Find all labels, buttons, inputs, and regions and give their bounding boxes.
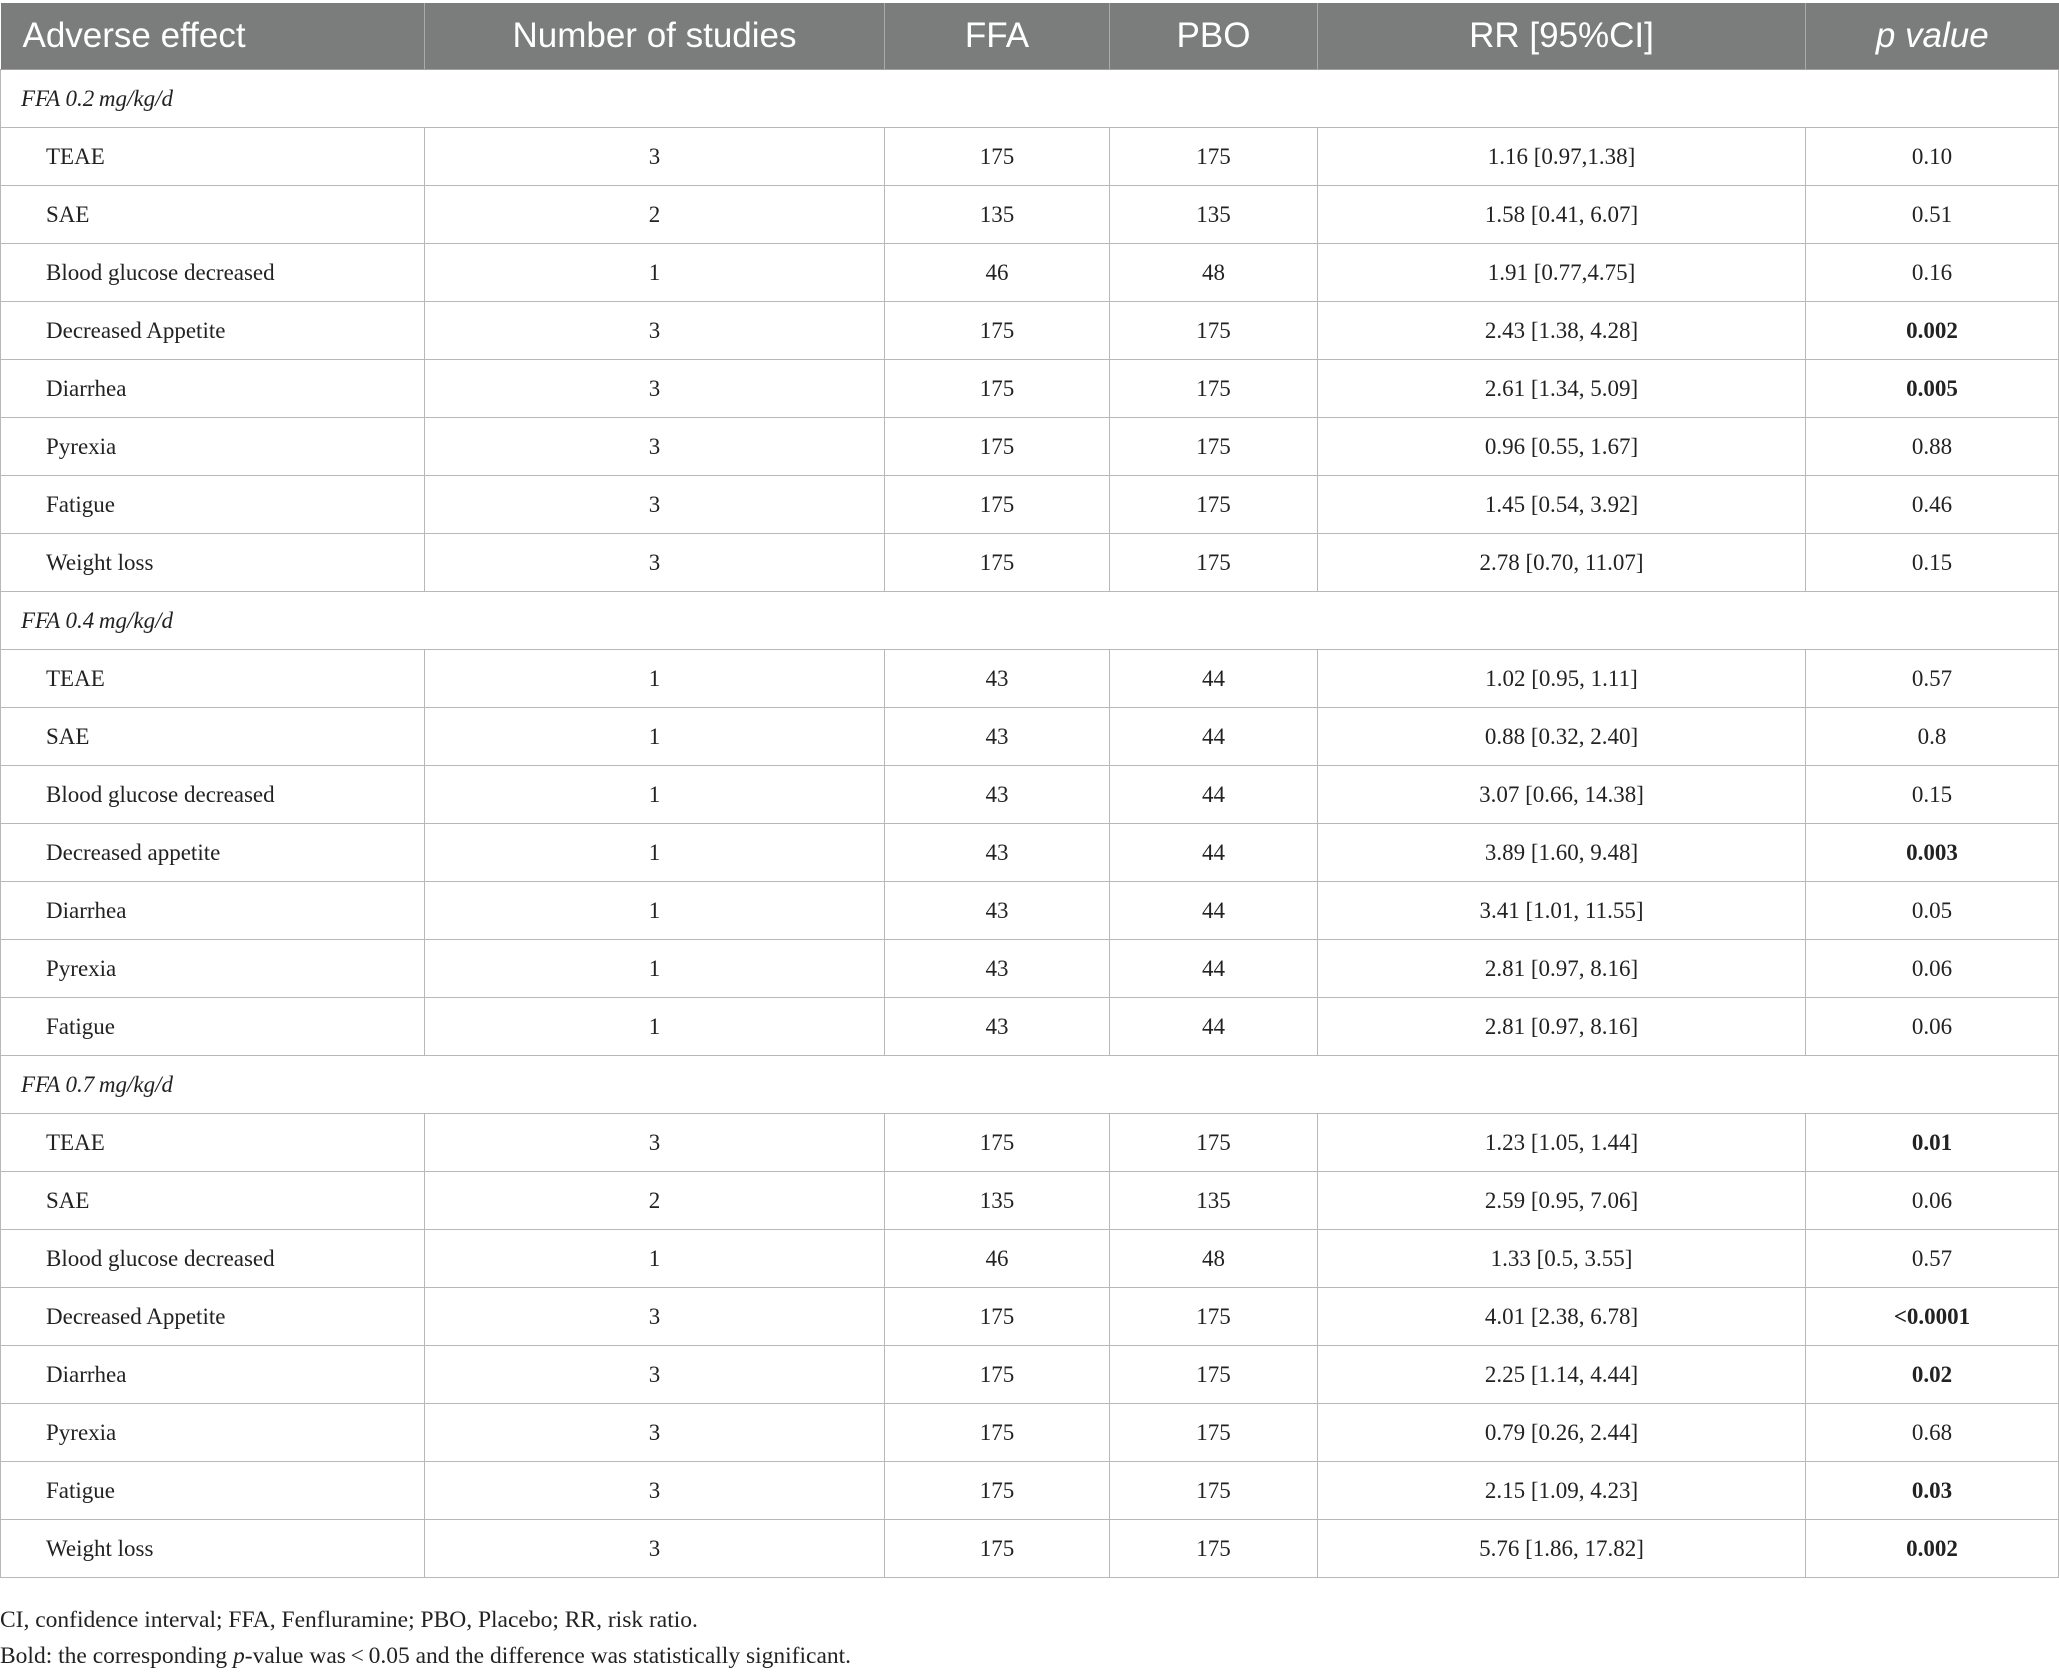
table-row (1, 1172, 2059, 1230)
cell-ffa: 175 (885, 418, 1110, 476)
cell-ffa: 175 (885, 1520, 1110, 1578)
cell-pbo: 175 (1110, 418, 1318, 476)
adverse-effects-table-container (0, 3, 2058, 1578)
cell-p-value: 0.51 (1806, 186, 2059, 244)
cell-adverse-effect: Decreased Appetite (1, 302, 425, 360)
cell-p-value: 0.88 (1806, 418, 2059, 476)
header-rr-ci: RR [95%CI] (1318, 3, 1806, 70)
cell-number-of-studies: 3 (425, 128, 885, 186)
cell-ffa: 175 (885, 534, 1110, 592)
cell-pbo: 44 (1110, 882, 1318, 940)
cell-rr-ci: 1.23 [1.05, 1.44] (1318, 1114, 1806, 1172)
cell-p-value: 0.15 (1806, 534, 2059, 592)
cell-pbo: 175 (1110, 1520, 1318, 1578)
cell-adverse-effect: Decreased appetite (1, 824, 425, 882)
cell-pbo: 175 (1110, 1114, 1318, 1172)
cell-adverse-effect: Blood glucose decreased (1, 766, 425, 824)
table-row (1, 1288, 2059, 1346)
cell-ffa: 43 (885, 766, 1110, 824)
cell-rr-ci: 1.02 [0.95, 1.11] (1318, 650, 1806, 708)
cell-pbo: 44 (1110, 650, 1318, 708)
header-pbo: PBO (1110, 3, 1318, 70)
cell-pbo: 44 (1110, 940, 1318, 998)
cell-rr-ci: 1.91 [0.77,4.75] (1318, 244, 1806, 302)
cell-p-value: 0.16 (1806, 244, 2059, 302)
cell-rr-ci: 1.33 [0.5, 3.55] (1318, 1230, 1806, 1288)
cell-number-of-studies: 3 (425, 1520, 885, 1578)
cell-rr-ci: 3.41 [1.01, 11.55] (1318, 882, 1806, 940)
table-row (1, 940, 2059, 998)
cell-number-of-studies: 3 (425, 302, 885, 360)
cell-ffa: 43 (885, 824, 1110, 882)
table-row (1, 882, 2059, 940)
cell-p-value: 0.002 (1806, 1520, 2059, 1578)
table-row (1, 708, 2059, 766)
table-row (1, 1346, 2059, 1404)
table-row (1, 766, 2059, 824)
cell-number-of-studies: 1 (425, 998, 885, 1056)
cell-rr-ci: 1.16 [0.97,1.38] (1318, 128, 1806, 186)
header-p-value: p value (1806, 3, 2059, 70)
table-row (1, 1230, 2059, 1288)
cell-pbo: 175 (1110, 128, 1318, 186)
cell-rr-ci: 1.58 [0.41, 6.07] (1318, 186, 1806, 244)
cell-number-of-studies: 2 (425, 1172, 885, 1230)
cell-rr-ci: 1.45 [0.54, 3.92] (1318, 476, 1806, 534)
table-row (1, 650, 2059, 708)
cell-adverse-effect: Fatigue (1, 476, 425, 534)
cell-ffa: 175 (885, 1462, 1110, 1520)
cell-ffa: 43 (885, 940, 1110, 998)
cell-number-of-studies: 1 (425, 650, 885, 708)
bold-significance-footnote (0, 1638, 2058, 1674)
table-row (1, 418, 2059, 476)
cell-p-value: 0.06 (1806, 1172, 2059, 1230)
dose-group-title: FFA 0.7 mg/kg/d (1, 1056, 2059, 1114)
cell-adverse-effect: Blood glucose decreased (1, 244, 425, 302)
table-row (1, 998, 2059, 1056)
cell-rr-ci: 2.59 [0.95, 7.06] (1318, 1172, 1806, 1230)
cell-p-value: 0.01 (1806, 1114, 2059, 1172)
table-row (1, 534, 2059, 592)
cell-adverse-effect: Fatigue (1, 1462, 425, 1520)
cell-p-value: 0.05 (1806, 882, 2059, 940)
cell-ffa: 175 (885, 1288, 1110, 1346)
cell-pbo: 48 (1110, 1230, 1318, 1288)
cell-rr-ci: 2.15 [1.09, 4.23] (1318, 1462, 1806, 1520)
cell-adverse-effect: Pyrexia (1, 1404, 425, 1462)
cell-p-value: <0.0001 (1806, 1288, 2059, 1346)
cell-ffa: 43 (885, 882, 1110, 940)
cell-p-value: 0.02 (1806, 1346, 2059, 1404)
cell-pbo: 44 (1110, 824, 1318, 882)
header-row (1, 3, 2059, 70)
dose-group-row (1, 70, 2059, 128)
cell-pbo: 175 (1110, 476, 1318, 534)
cell-ffa: 135 (885, 1172, 1110, 1230)
cell-ffa: 175 (885, 476, 1110, 534)
cell-rr-ci: 4.01 [2.38, 6.78] (1318, 1288, 1806, 1346)
bold-note-p: p (233, 1643, 245, 1669)
header-ffa: FFA (885, 3, 1110, 70)
cell-number-of-studies: 3 (425, 360, 885, 418)
cell-rr-ci: 5.76 [1.86, 17.82] (1318, 1520, 1806, 1578)
cell-rr-ci: 2.43 [1.38, 4.28] (1318, 302, 1806, 360)
cell-ffa: 43 (885, 708, 1110, 766)
cell-ffa: 43 (885, 650, 1110, 708)
cell-adverse-effect: Pyrexia (1, 418, 425, 476)
dose-group-title: FFA 0.4 mg/kg/d (1, 592, 2059, 650)
cell-number-of-studies: 1 (425, 244, 885, 302)
cell-pbo: 175 (1110, 1346, 1318, 1404)
bold-note-before: Bold: the corresponding (0, 1643, 234, 1669)
cell-p-value: 0.10 (1806, 128, 2059, 186)
cell-number-of-studies: 3 (425, 1404, 885, 1462)
cell-number-of-studies: 3 (425, 1288, 885, 1346)
cell-adverse-effect: TEAE (1, 128, 425, 186)
table-row (1, 1462, 2059, 1520)
dose-group-row (1, 592, 2059, 650)
cell-adverse-effect: Pyrexia (1, 940, 425, 998)
table-row (1, 1404, 2059, 1462)
cell-pbo: 48 (1110, 244, 1318, 302)
cell-p-value: 0.06 (1806, 998, 2059, 1056)
cell-pbo: 44 (1110, 708, 1318, 766)
cell-pbo: 135 (1110, 186, 1318, 244)
cell-number-of-studies: 3 (425, 1346, 885, 1404)
cell-p-value: 0.15 (1806, 766, 2059, 824)
cell-p-value: 0.68 (1806, 1404, 2059, 1462)
cell-number-of-studies: 3 (425, 1114, 885, 1172)
cell-adverse-effect: TEAE (1, 1114, 425, 1172)
cell-adverse-effect: Blood glucose decreased (1, 1230, 425, 1288)
cell-adverse-effect: Fatigue (1, 998, 425, 1056)
cell-rr-ci: 0.79 [0.26, 2.44] (1318, 1404, 1806, 1462)
cell-p-value: 0.46 (1806, 476, 2059, 534)
cell-p-value: 0.03 (1806, 1462, 2059, 1520)
cell-p-value: 0.57 (1806, 1230, 2059, 1288)
cell-ffa: 175 (885, 360, 1110, 418)
cell-p-value: 0.06 (1806, 940, 2059, 998)
adverse-effects-table (0, 3, 2059, 1578)
cell-ffa: 175 (885, 1114, 1110, 1172)
cell-pbo: 135 (1110, 1172, 1318, 1230)
cell-rr-ci: 3.07 [0.66, 14.38] (1318, 766, 1806, 824)
table-row (1, 360, 2059, 418)
header-adverse-effect: Adverse effect (1, 3, 425, 70)
table-row (1, 128, 2059, 186)
header-number-of-studies: Number of studies (425, 3, 885, 70)
cell-pbo: 175 (1110, 1404, 1318, 1462)
table-header (1, 3, 2059, 70)
cell-number-of-studies: 1 (425, 940, 885, 998)
dose-group-title: FFA 0.2 mg/kg/d (1, 70, 2059, 128)
cell-adverse-effect: Diarrhea (1, 360, 425, 418)
cell-ffa: 175 (885, 1346, 1110, 1404)
cell-ffa: 43 (885, 998, 1110, 1056)
cell-ffa: 46 (885, 1230, 1110, 1288)
cell-number-of-studies: 1 (425, 882, 885, 940)
cell-p-value: 0.003 (1806, 824, 2059, 882)
dose-group-row (1, 1056, 2059, 1114)
cell-number-of-studies: 1 (425, 708, 885, 766)
cell-p-value: 0.002 (1806, 302, 2059, 360)
cell-number-of-studies: 3 (425, 1462, 885, 1520)
cell-ffa: 175 (885, 302, 1110, 360)
cell-pbo: 175 (1110, 1462, 1318, 1520)
cell-adverse-effect: SAE (1, 186, 425, 244)
cell-rr-ci: 2.61 [1.34, 5.09] (1318, 360, 1806, 418)
cell-p-value: 0.57 (1806, 650, 2059, 708)
table-row (1, 476, 2059, 534)
cell-rr-ci: 2.81 [0.97, 8.16] (1318, 998, 1806, 1056)
cell-adverse-effect: Decreased Appetite (1, 1288, 425, 1346)
cell-adverse-effect: SAE (1, 708, 425, 766)
table-body (1, 70, 2059, 1578)
cell-number-of-studies: 3 (425, 476, 885, 534)
cell-rr-ci: 3.89 [1.60, 9.48] (1318, 824, 1806, 882)
cell-adverse-effect: Diarrhea (1, 1346, 425, 1404)
table-row (1, 302, 2059, 360)
cell-p-value: 0.8 (1806, 708, 2059, 766)
cell-rr-ci: 0.88 [0.32, 2.40] (1318, 708, 1806, 766)
cell-ffa: 135 (885, 186, 1110, 244)
cell-adverse-effect: Weight loss (1, 534, 425, 592)
cell-pbo: 175 (1110, 534, 1318, 592)
cell-pbo: 175 (1110, 302, 1318, 360)
abbreviations-footnote: CI, confidence interval; FFA, Fenfluramine; PBO, Placebo; RR, risk ratio. (0, 1607, 698, 1633)
cell-adverse-effect: TEAE (1, 650, 425, 708)
cell-number-of-studies: 2 (425, 186, 885, 244)
cell-pbo: 44 (1110, 998, 1318, 1056)
cell-ffa: 46 (885, 244, 1110, 302)
table-footnotes (0, 1602, 2058, 1674)
cell-rr-ci: 2.78 [0.70, 11.07] (1318, 534, 1806, 592)
cell-adverse-effect: Weight loss (1, 1520, 425, 1578)
cell-p-value: 0.005 (1806, 360, 2059, 418)
cell-ffa: 175 (885, 1404, 1110, 1462)
cell-number-of-studies: 3 (425, 534, 885, 592)
table-row (1, 1114, 2059, 1172)
table-row (1, 244, 2059, 302)
cell-number-of-studies: 3 (425, 418, 885, 476)
cell-ffa: 175 (885, 128, 1110, 186)
cell-number-of-studies: 1 (425, 824, 885, 882)
cell-number-of-studies: 1 (425, 1230, 885, 1288)
table-row (1, 186, 2059, 244)
cell-number-of-studies: 1 (425, 766, 885, 824)
cell-pbo: 44 (1110, 766, 1318, 824)
cell-adverse-effect: Diarrhea (1, 882, 425, 940)
cell-rr-ci: 2.25 [1.14, 4.44] (1318, 1346, 1806, 1404)
cell-rr-ci: 2.81 [0.97, 8.16] (1318, 940, 1806, 998)
cell-pbo: 175 (1110, 1288, 1318, 1346)
cell-adverse-effect: SAE (1, 1172, 425, 1230)
cell-rr-ci: 0.96 [0.55, 1.67] (1318, 418, 1806, 476)
table-row (1, 824, 2059, 882)
bold-note-after: -value was < 0.05 and the difference was statistically significant. (244, 1643, 852, 1669)
cell-pbo: 175 (1110, 360, 1318, 418)
table-row (1, 1520, 2059, 1578)
